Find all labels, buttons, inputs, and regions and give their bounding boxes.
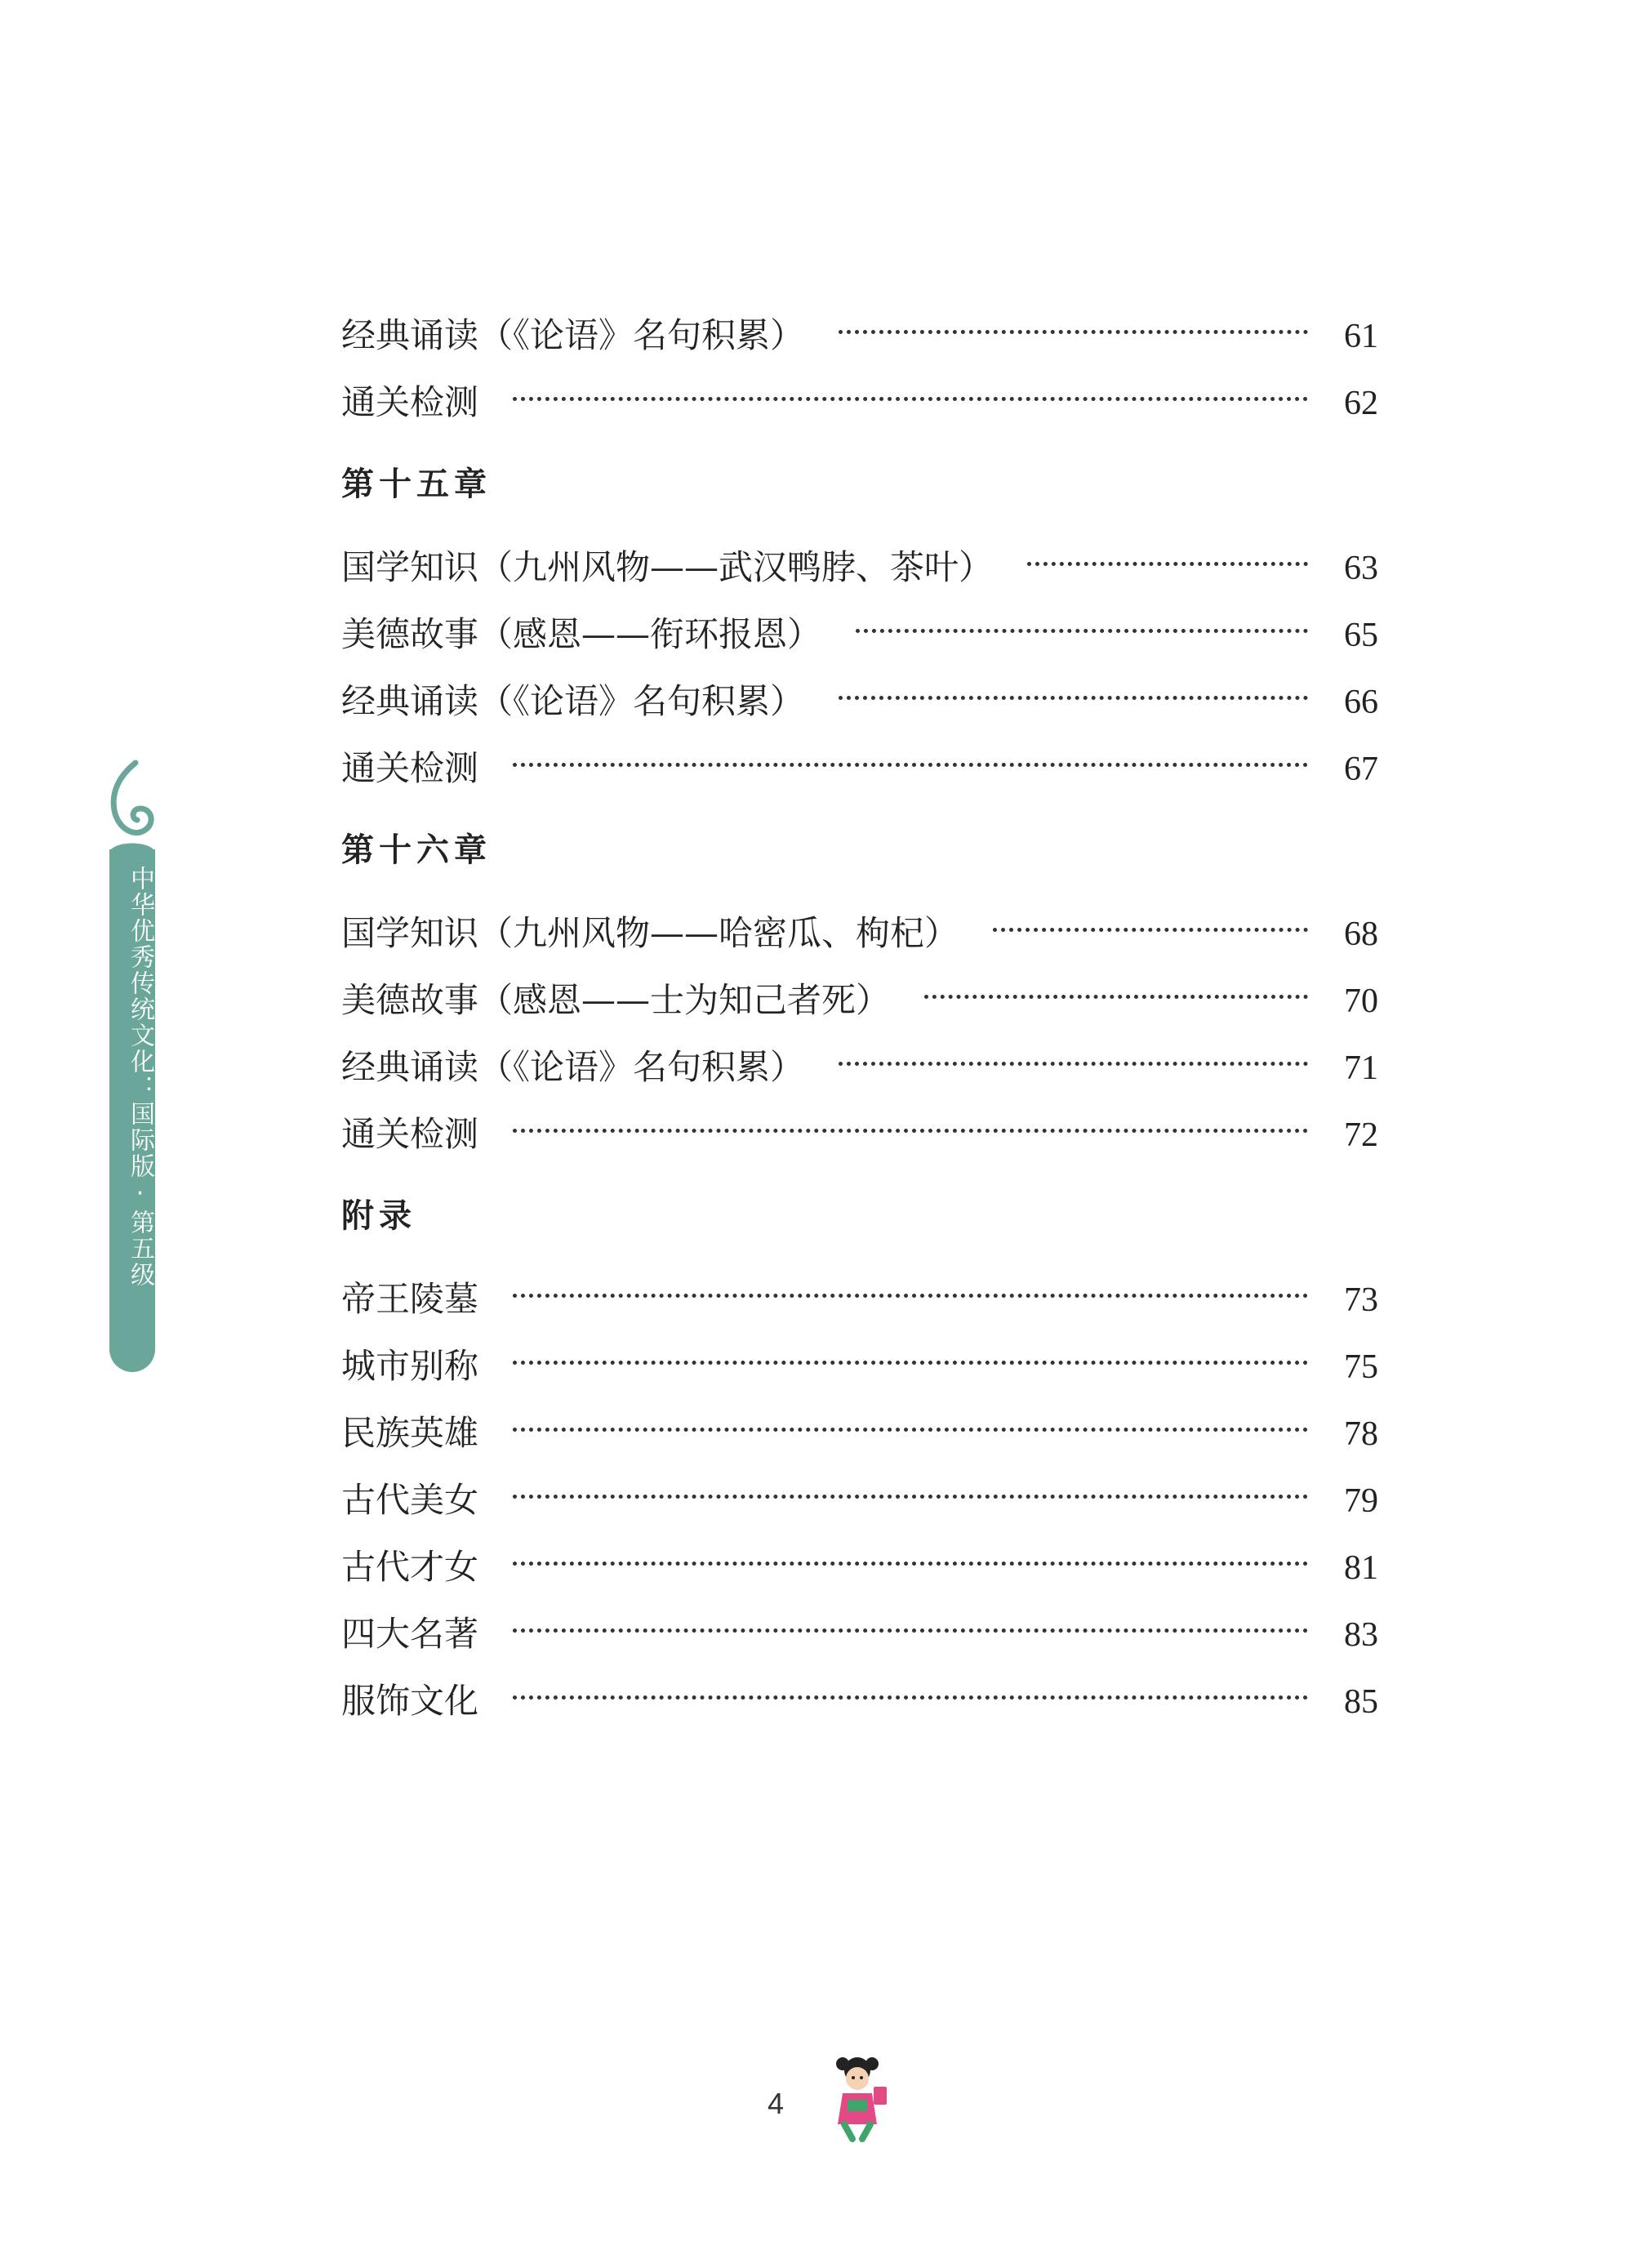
toc-entry-title: 国学知识（九州风物——哈密瓜、枸杞） [341,913,959,953]
toc-entry-title: 经典诵读（《论语》名句积累） [341,315,805,355]
toc-entry-title: 通关检测 [341,1114,479,1154]
toc-entry[interactable] [341,1467,1378,1534]
toc-entry[interactable] [341,1034,1378,1101]
toc-entry[interactable] [341,534,1378,601]
dot-leader [513,1495,1308,1499]
dot-leader [513,1294,1308,1298]
toc-entry-page: 78 [1344,1415,1378,1453]
toc-entry-title: 城市别称 [341,1346,479,1386]
toc-entry-title: 民族英雄 [341,1413,479,1453]
toc-entry[interactable] [341,1668,1378,1735]
chapter-heading: 附录 [341,1197,416,1235]
toc-entry-page: 66 [1344,684,1378,721]
toc-entry-title: 国学知识（九州风物——武汉鸭脖、茶叶） [341,547,994,587]
toc-entry-title: 美德故事（感恩——士为知己者死） [341,980,891,1020]
cloud-swirl-icon [103,760,162,858]
girl-mascot-icon [816,2054,898,2144]
dot-leader [513,1629,1308,1633]
toc-entry-page: 72 [1344,1116,1378,1154]
toc-entry-title: 美德故事（感恩——衔环报恩） [341,614,822,654]
toc-entry[interactable] [341,900,1378,967]
toc-entry-page: 83 [1344,1616,1378,1654]
toc-entry[interactable] [341,668,1378,735]
toc-entry[interactable] [341,735,1378,802]
toc-entry-page: 68 [1344,916,1378,953]
toc-entry[interactable] [341,601,1378,668]
table-of-contents [341,302,1378,1735]
dot-leader [856,629,1308,633]
dot-leader [839,696,1308,700]
toc-entry-page: 63 [1344,550,1378,587]
toc-entry[interactable] [341,1534,1378,1601]
toc-entry-page: 73 [1344,1281,1378,1319]
toc-entry-title: 古代美女 [341,1480,479,1520]
toc-entry-title: 通关检测 [341,748,479,788]
dot-leader [839,330,1308,334]
dot-leader [513,1695,1308,1700]
page-number: 4 [768,2087,785,2120]
dot-leader [839,1062,1308,1066]
toc-entry[interactable] [341,1101,1378,1168]
toc-entry[interactable] [341,302,1378,369]
dot-leader [924,995,1308,999]
toc-entry-page: 61 [1344,318,1378,355]
toc-entry-page: 85 [1344,1683,1378,1721]
toc-entry-title: 经典诵读（《论语》名句积累） [341,681,805,721]
toc-entry-title: 古代才女 [341,1547,479,1587]
dot-leader [513,1428,1308,1432]
toc-entry[interactable] [341,369,1378,436]
dot-leader [1027,562,1308,566]
toc-entry[interactable] [341,1400,1378,1467]
dot-leader [513,397,1308,401]
toc-entry-page: 62 [1344,385,1378,422]
toc-entry-title: 服饰文化 [341,1681,479,1721]
toc-entry-title: 通关检测 [341,382,479,422]
chapter-heading: 第十五章 [341,466,492,503]
chapter-heading: 第十六章 [341,831,492,869]
toc-entry-page: 71 [1344,1049,1378,1087]
toc-entry-page: 75 [1344,1348,1378,1386]
toc-entry-title: 经典诵读（《论语》名句积累） [341,1047,805,1087]
toc-entry[interactable] [341,967,1378,1034]
toc-entry-page: 67 [1344,751,1378,788]
toc-entry-page: 81 [1344,1549,1378,1587]
dot-leader [993,928,1308,932]
toc-entry[interactable] [341,1266,1378,1333]
dot-leader [513,1129,1308,1133]
toc-entry-page: 79 [1344,1482,1378,1520]
toc-entry[interactable] [341,1601,1378,1668]
toc-entry-title: 帝王陵墓 [341,1279,479,1319]
toc-entry[interactable] [341,1333,1378,1400]
dot-leader [513,1562,1308,1566]
toc-entry-page: 70 [1344,983,1378,1020]
toc-entry-page: 65 [1344,617,1378,654]
dot-leader [513,763,1308,767]
toc-entry-title: 四大名著 [341,1614,479,1654]
series-title: 中华优秀传统文化：国际版·第五级 [126,866,154,1288]
dot-leader [513,1361,1308,1365]
